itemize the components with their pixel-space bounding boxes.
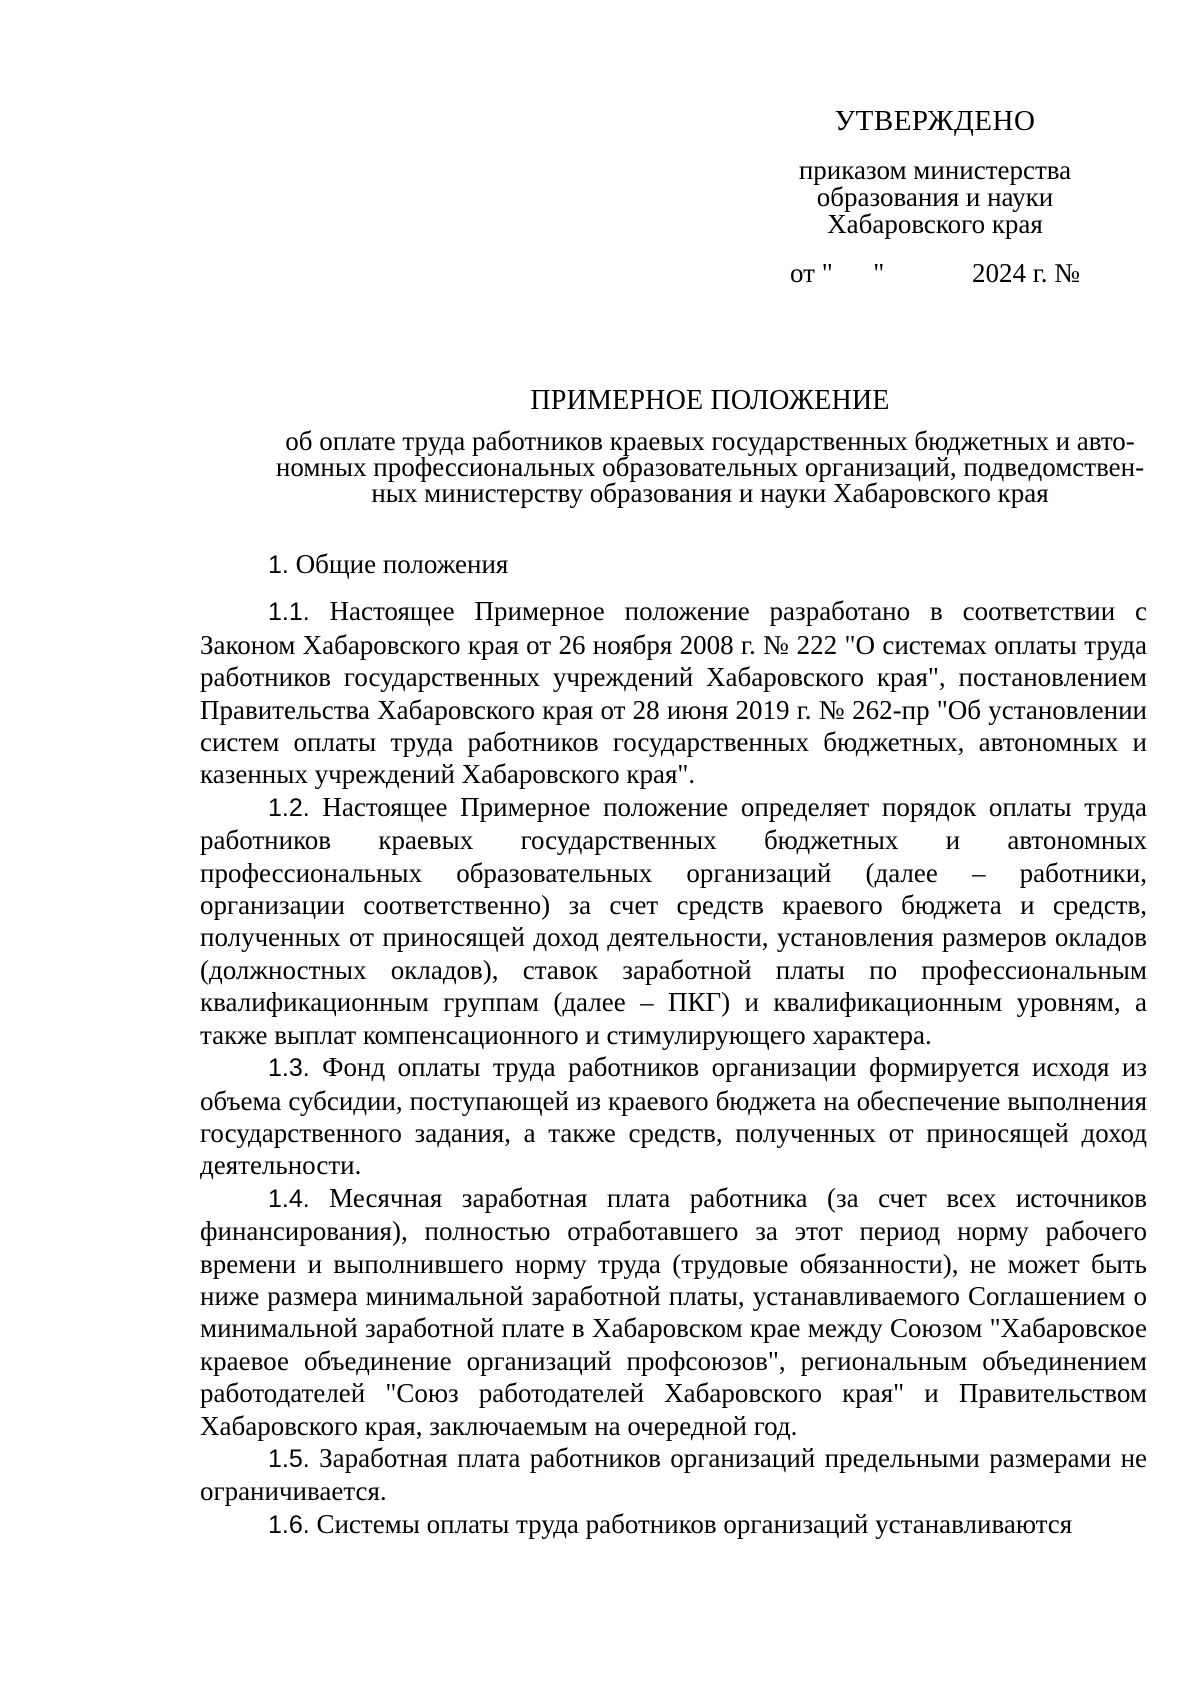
paragraph-number: 1.2.	[268, 793, 310, 822]
approval-date: от " " 2024 г. №	[790, 258, 1081, 288]
paragraph-number: 1.6.	[268, 1510, 310, 1539]
subtitle-line-3: ных министерству образования и науки Хабаровского края	[371, 478, 1049, 508]
approval-block	[760, 105, 1110, 288]
section-number: 1.	[268, 551, 289, 579]
paragraph-text: Фонд оплаты труда работников организации формируется исходя из объема субсидии, поступающей из краевого бюджета на обеспечение выполнения государственного задания, а также средств, полученных от приносящей доход деятельности.	[200, 1052, 1147, 1181]
paragraph-text: Заработная плата работников организаций предельными размерами не ограничивается.	[200, 1442, 1147, 1507]
approval-line-1: приказом министерства	[798, 155, 1072, 185]
paragraph-1-1	[200, 595, 1147, 790]
document-title: ПРИМЕРНОЕ ПОЛОЖЕНИЕ	[530, 385, 890, 416]
section-heading-text: Общие положения	[288, 549, 509, 579]
subtitle-line-2: номных профессиональных образовательных организаций, подведомствен-	[275, 452, 1145, 482]
paragraph-number: 1.1.	[268, 598, 310, 627]
subtitle-line-1: об оплате труда работников краевых государственных бюджетных и авто-	[285, 426, 1135, 456]
paragraph-text: Системы оплаты труда работников организаций устанавливаются	[309, 1508, 1073, 1539]
paragraph-1-6	[200, 1508, 1147, 1541]
paragraph-text: Месячная заработная плата работника (за счет всех источников финансирования), полностью отработавшего за этот период норму рабочего времени и выполнившего норму труда (трудовые обязанности), не может быть ниже размера минимальной заработной платы, устанавливаемого Соглашением о минимальной заработной плате в Хабаровском крае между Союзом "Хабаровское краевое объединение организаций профсоюзов", региональным объединением работодателей "Союз работодателей Хабаровского края" и Правительством Хабаровского края, заключаемым на очередной год.	[200, 1182, 1147, 1441]
section-heading	[200, 548, 1147, 581]
approval-line-3: Хабаровского края	[827, 209, 1043, 239]
approval-line-2: образования и науки	[816, 182, 1054, 212]
paragraph-number: 1.5.	[268, 1444, 310, 1473]
approval-heading: УТВЕРЖДЕНО	[834, 105, 1036, 137]
paragraph-number: 1.3.	[268, 1054, 310, 1083]
document-body	[200, 548, 1147, 1541]
paragraph-1-4	[200, 1182, 1147, 1442]
paragraph-text: Настоящее Примерное положение разработано в соответствии с Законом Хабаровского края от 26 ноября 2008 г. № 222 "О системах оплаты труда работников государственных учреждений Хабаровского края", постановлением Правительства Хабаровского края от 28 июня 2019 г. № 262-пр "Об установлении систем оплаты труда работников государственных бюджетных, автономных и казенных учреждений Хабаровского края".	[200, 596, 1147, 790]
paragraph-1-2	[200, 791, 1147, 1051]
paragraph-text: Настоящее Примерное положение определяет порядок оплаты труда работников краевых государственных бюджетных и автономных профессиональных образовательных организаций (далее – работники, организации соответственно) за счет средств краевого бюджета и средств, полученных от приносящей доход деятельности, установления размеров окладов (должностных окладов), ставок заработной платы по профессиональным квалификационным группам (далее – ПКГ) и квалификационным уровням, а также выплат компенсационного и стимулирующего характера.	[200, 791, 1147, 1050]
paragraph-number: 1.4.	[268, 1184, 310, 1213]
paragraph-1-5	[200, 1442, 1147, 1508]
document-subtitle	[210, 428, 1200, 506]
paragraph-1-3	[200, 1051, 1147, 1182]
